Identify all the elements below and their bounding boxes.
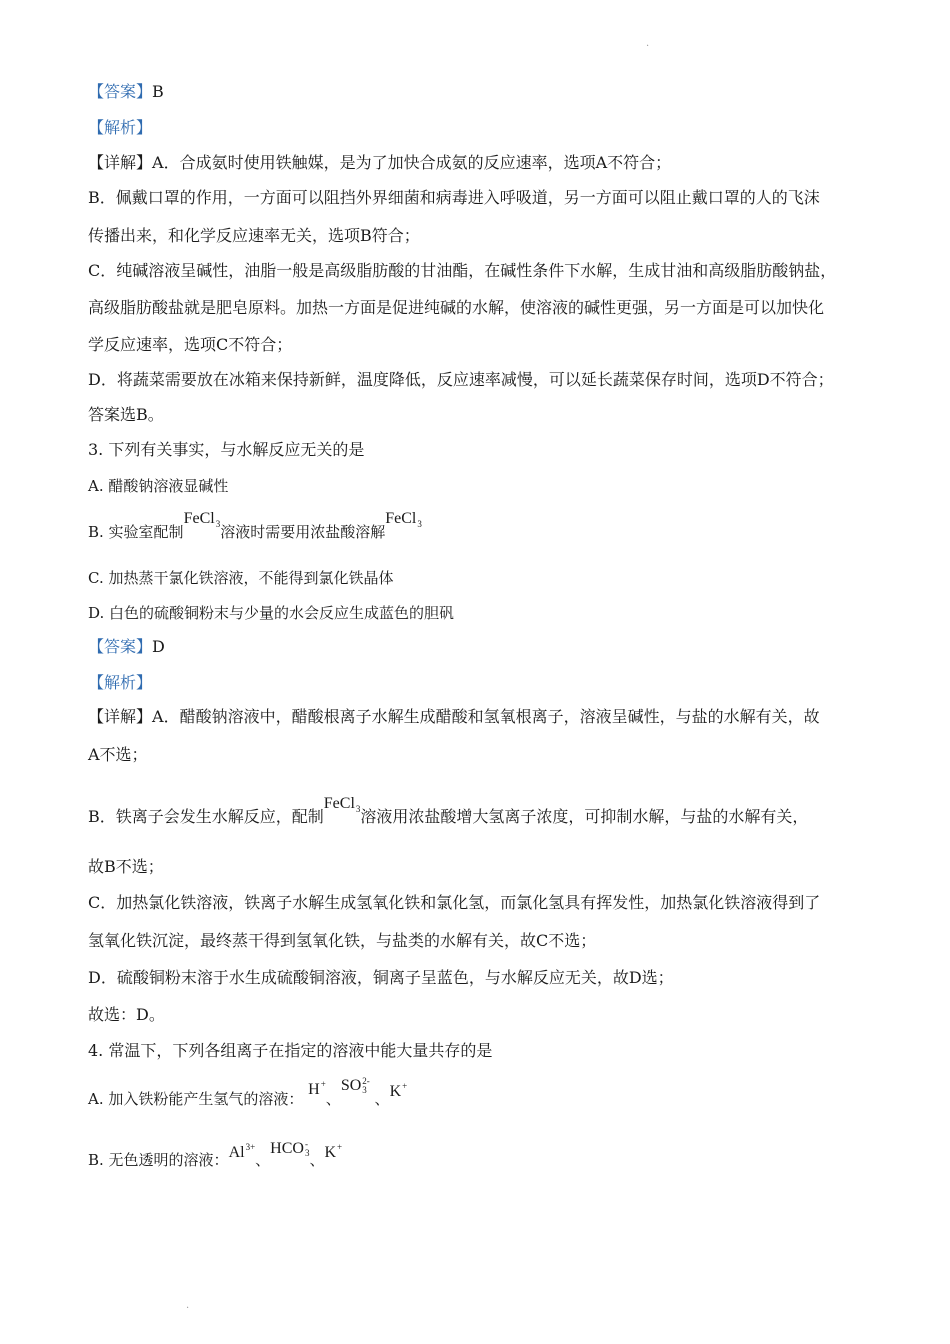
q2-line3: 传播出来，和化学反应速率无关，选项B符合； (88, 226, 420, 245)
q2-line7: D．将蔬菜需要放在冰箱来保持新鲜，温度降低，反应速率减慢，可以延长蔬菜保存时间，选项D不符合； (88, 370, 834, 389)
q3-option-d: D. 白色的硫酸铜粉末与少量的水会反应生成蓝色的胆矾 (88, 604, 455, 622)
q2-analysis-tag: 【解析】 (88, 118, 153, 137)
ion-charge: - (304, 1139, 308, 1150)
q2-line6: 学反应速率，选项C不符合； (88, 335, 293, 354)
formula-text: FeCl (323, 795, 355, 812)
q2-line4: C．纯碱溶液呈碱性，油脂一般是高级脂肪酸的甘油酯，在碱性条件下水解，生成甘油和高级脂肪酸钠盐， (88, 261, 837, 280)
q3-analysis-tag: 【解析】 (88, 673, 153, 692)
q4-option-b (88, 1139, 343, 1172)
separator: 、 (374, 1090, 390, 1108)
ion-symbol: H (308, 1081, 320, 1098)
ion-charge: + (320, 1079, 326, 1089)
page-dot-bottom: . (186, 1300, 190, 1311)
ion-charge: + (402, 1081, 408, 1091)
q4-stem: 4. 常温下，下列各组离子在指定的溶液中能大量共存的是 (88, 1041, 493, 1060)
page-dot-top: . (646, 38, 650, 49)
q4-option-a (88, 1076, 408, 1111)
detail-tag: 【详解】 (88, 153, 153, 172)
ion-sulfite (341, 1077, 370, 1094)
option-b-prefix: B. 无色透明的溶液： (88, 1151, 229, 1169)
q3-detail-line (88, 707, 820, 727)
formula-text: FeCl (385, 510, 417, 527)
ion-k-plus (390, 1083, 408, 1100)
separator: 、 (309, 1151, 325, 1169)
fecl3-formula (324, 795, 361, 812)
answer-value: B (152, 82, 164, 101)
option-a-prefix: A. 加入铁粉能产生氢气的溶液： (88, 1090, 304, 1108)
q3-line7: D．硫酸铜粉末溶于水生成硫酸铜溶液，铜离子呈蓝色，与水解反应无关，故D选； (88, 968, 674, 987)
ion-charge: 2- (362, 1076, 370, 1087)
detail-tag: 【详解】 (88, 707, 153, 726)
ion-bicarbonate (270, 1140, 309, 1157)
q2-detail-line (88, 153, 671, 173)
q3-stem: 3. 下列有关事实，与水解反应无关的是 (88, 440, 365, 459)
q3-line5: C．加热氯化铁溶液，铁离子水解生成氢氧化铁和氯化氢，而氯化氢具有挥发性，加热氯化铁溶液得到了 (88, 893, 821, 912)
separator: 、 (255, 1151, 271, 1169)
q2-line5: 高级脂肪酸盐就是肥皂原料。加热一方面是促进纯碱的水解，使溶液的碱性更强，另一方面是可以加快化 (88, 298, 825, 317)
line3-suffix: 溶液用浓盐酸增大氢离子浓度，可抑制水解，与盐的水解有关， (360, 807, 809, 826)
option-b-middle: 溶液时需要用浓盐酸溶解 (220, 523, 386, 541)
q3-line2: A不选； (88, 745, 148, 764)
ion-h-plus (308, 1081, 326, 1098)
ion-symbol: SO (340, 1077, 362, 1094)
ion-symbol: K (324, 1144, 337, 1161)
q3-option-b (88, 510, 422, 544)
q3-line3 (88, 795, 809, 829)
q2-answer (88, 82, 164, 102)
ion-subscript: 3 (362, 1085, 367, 1096)
formula-subscript: 3 (355, 804, 361, 814)
ion-charge: 3+ (245, 1142, 256, 1152)
answer-value: D (152, 637, 165, 656)
q3-line8: 故选：D。 (88, 1005, 165, 1024)
formula-text: FeCl (183, 510, 215, 527)
separator: 、 (325, 1090, 341, 1108)
option-b-prefix: B. 实验室配制 (88, 523, 184, 541)
ion-k-plus (324, 1144, 342, 1161)
q3-answer (88, 637, 165, 657)
formula-subscript: 3 (417, 519, 422, 529)
ion-aluminum (229, 1144, 256, 1161)
q3-line4: 故B不选； (88, 857, 164, 876)
fecl3-formula (184, 510, 221, 527)
ion-symbol: K (389, 1083, 402, 1100)
answer-tag: 【答案】 (88, 637, 153, 656)
ion-charge: + (337, 1142, 343, 1152)
q3-line6: 氢氧化铁沉淀，最终蒸干得到氢氧化铁，与盐类的水解有关，故C不选； (88, 931, 597, 950)
answer-tag: 【答案】 (88, 82, 153, 101)
ion-symbol: Al (228, 1144, 245, 1161)
detail-text: A．醋酸钠溶液中，醋酸根离子水解生成醋酸和氢氧根离子，溶液呈碱性，与盐的水解有关，故 (152, 707, 820, 726)
q3-option-a: A. 醋酸钠溶液显碱性 (88, 477, 229, 495)
ion-symbol: HCO (270, 1140, 304, 1157)
fecl3-formula (385, 510, 422, 527)
q2-line8: 答案选B。 (88, 405, 164, 424)
ion-subscript: 3 (304, 1148, 310, 1159)
formula-subscript: 3 (215, 519, 221, 529)
line3-prefix: B．铁离子会发生水解反应，配制 (88, 807, 324, 826)
q3-option-c: C. 加热蒸干氯化铁溶液，不能得到氯化铁晶体 (88, 569, 394, 587)
detail-text: A．合成氨时使用铁触媒，是为了加快合成氨的反应速率，选项A不符合； (152, 153, 672, 172)
q2-line2: B．佩戴口罩的作用，一方面可以阻挡外界细菌和病毒进入呼吸道，另一方面可以阻止戴口罩的人的飞沫 (88, 188, 820, 207)
